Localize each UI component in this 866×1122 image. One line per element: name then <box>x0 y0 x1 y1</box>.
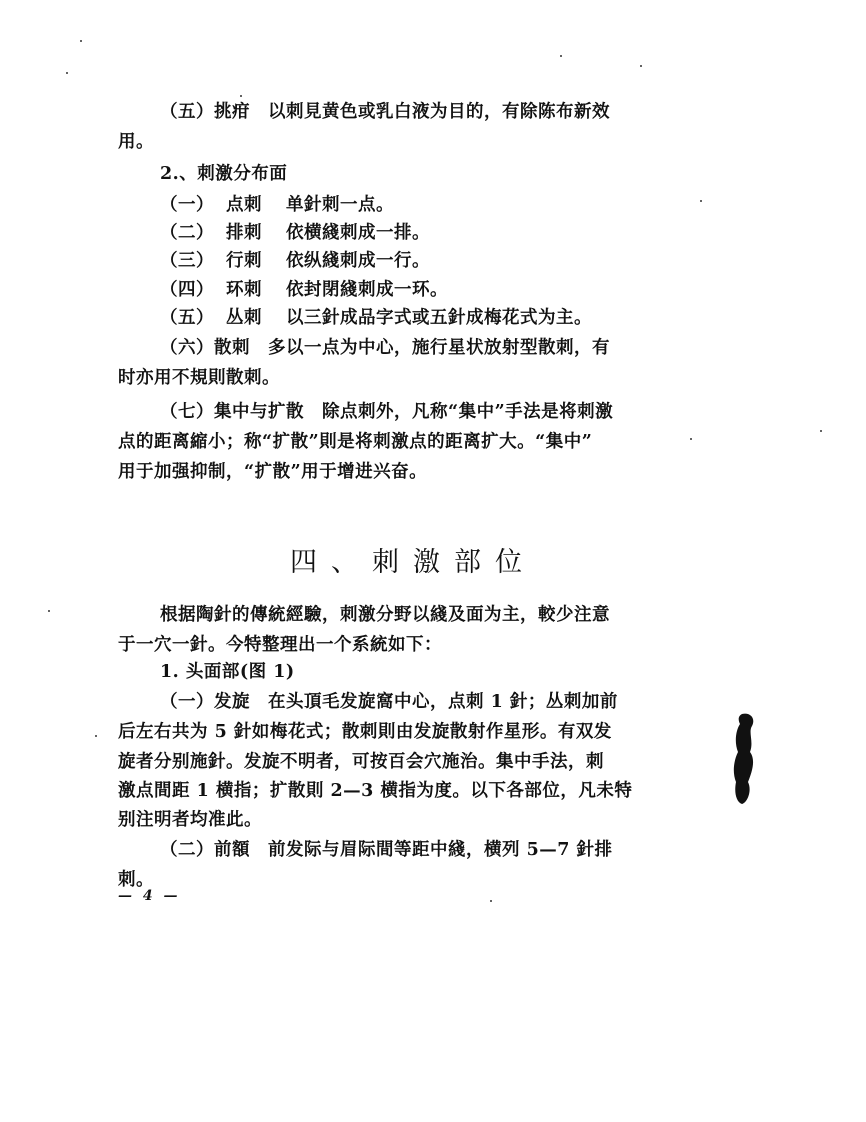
item-one-line-3: 旋者分别施針。发旋不明者，可按百会穴施治。集中手法，刺 <box>118 752 604 772</box>
pattern-seven-line-1: （七）集中与扩散 除点刺外，凡称“集中”手法是将刺激 <box>160 402 614 422</box>
ink-blot-icon <box>730 712 760 807</box>
section-heading: 四、刺激部位 <box>290 547 536 578</box>
item-one-line-1: （一）发旋 在头頂毛发旋窩中心，点刺 1 針；丛刺加前 <box>160 692 618 712</box>
pattern-number: （一） <box>160 195 214 215</box>
scan-speck <box>80 40 82 42</box>
intro-line-2: 于一穴一針。今特整理出一个系統如下： <box>118 635 442 655</box>
item-two-line-1: （二）前額 前发际与眉际間等距中綫，横列 5—7 針排 <box>160 840 613 860</box>
scan-speck <box>66 72 68 74</box>
pattern-number: （三） <box>160 251 214 271</box>
pattern-term: 排刺 <box>226 223 262 243</box>
item-two-line-2: 刺。 <box>118 870 154 890</box>
scan-speck <box>48 610 50 612</box>
scan-speck <box>690 438 692 440</box>
scan-speck <box>640 65 642 67</box>
item-one-line-2: 后左右共为 5 針如梅花式；散刺則由发旋散射作星形。有双发 <box>118 722 612 742</box>
pattern-desc: 单針刺一点。 <box>286 195 394 215</box>
pattern-desc: 依横綫刺成一排。 <box>286 223 430 243</box>
pattern-number: （二） <box>160 223 214 243</box>
pattern-item <box>160 221 430 245</box>
paragraph-tiaogan-line-2: 用。 <box>118 132 154 152</box>
pattern-seven-line-2: 点的距离縮小；称“扩散”則是将刺激点的距离扩大。“集中” <box>118 432 593 452</box>
pattern-desc: 以三針成品字式或五針成梅花式为主。 <box>286 308 592 328</box>
pattern-number: （四） <box>160 280 214 300</box>
pattern-desc: 依纵綫刺成一行。 <box>286 251 430 271</box>
pattern-term: 环刺 <box>226 280 262 300</box>
pattern-item <box>160 249 430 273</box>
paragraph-tiaogan-line-1: （五）挑疳 以刺見黄色或乳白液为目的，有除陈布新效 <box>160 102 610 122</box>
item-one-line-4: 激点間距 1 横指；扩散則 2—3 横指为度。以下各部位，凡未特 <box>118 781 633 801</box>
pattern-item <box>160 278 448 302</box>
scan-speck <box>560 55 562 57</box>
pattern-six-line-1: （六）散刺 多以一点为中心，施行星状放射型散刺，有 <box>160 338 610 358</box>
pattern-term: 丛刺 <box>226 308 262 328</box>
pattern-desc: 依封閉綫刺成一环。 <box>286 280 448 300</box>
pattern-six-line-2: 时亦用不規則散刺。 <box>118 368 280 388</box>
page-number: — 4 — <box>118 888 181 904</box>
pattern-item <box>160 193 394 217</box>
scan-speck <box>240 95 242 97</box>
subsection-stimulation-distribution: 2.、刺激分布面 <box>160 164 288 184</box>
pattern-item <box>160 306 592 330</box>
pattern-term: 点刺 <box>226 195 262 215</box>
pattern-term: 行刺 <box>226 251 262 271</box>
intro-line-1: 根据陶針的傳統經驗，刺激分野以綫及面为主，較少注意 <box>160 605 610 625</box>
pattern-seven-line-3: 用于加强抑制，“扩散”用于增进兴奋。 <box>118 462 428 482</box>
scan-speck <box>700 200 702 202</box>
subsection-head-face: 1. 头面部(图 1) <box>160 662 295 682</box>
scan-speck <box>95 735 97 737</box>
scan-speck <box>490 900 492 902</box>
pattern-number: （五） <box>160 308 214 328</box>
item-one-line-5: 别注明者均准此。 <box>118 810 262 830</box>
scan-speck <box>820 430 822 432</box>
